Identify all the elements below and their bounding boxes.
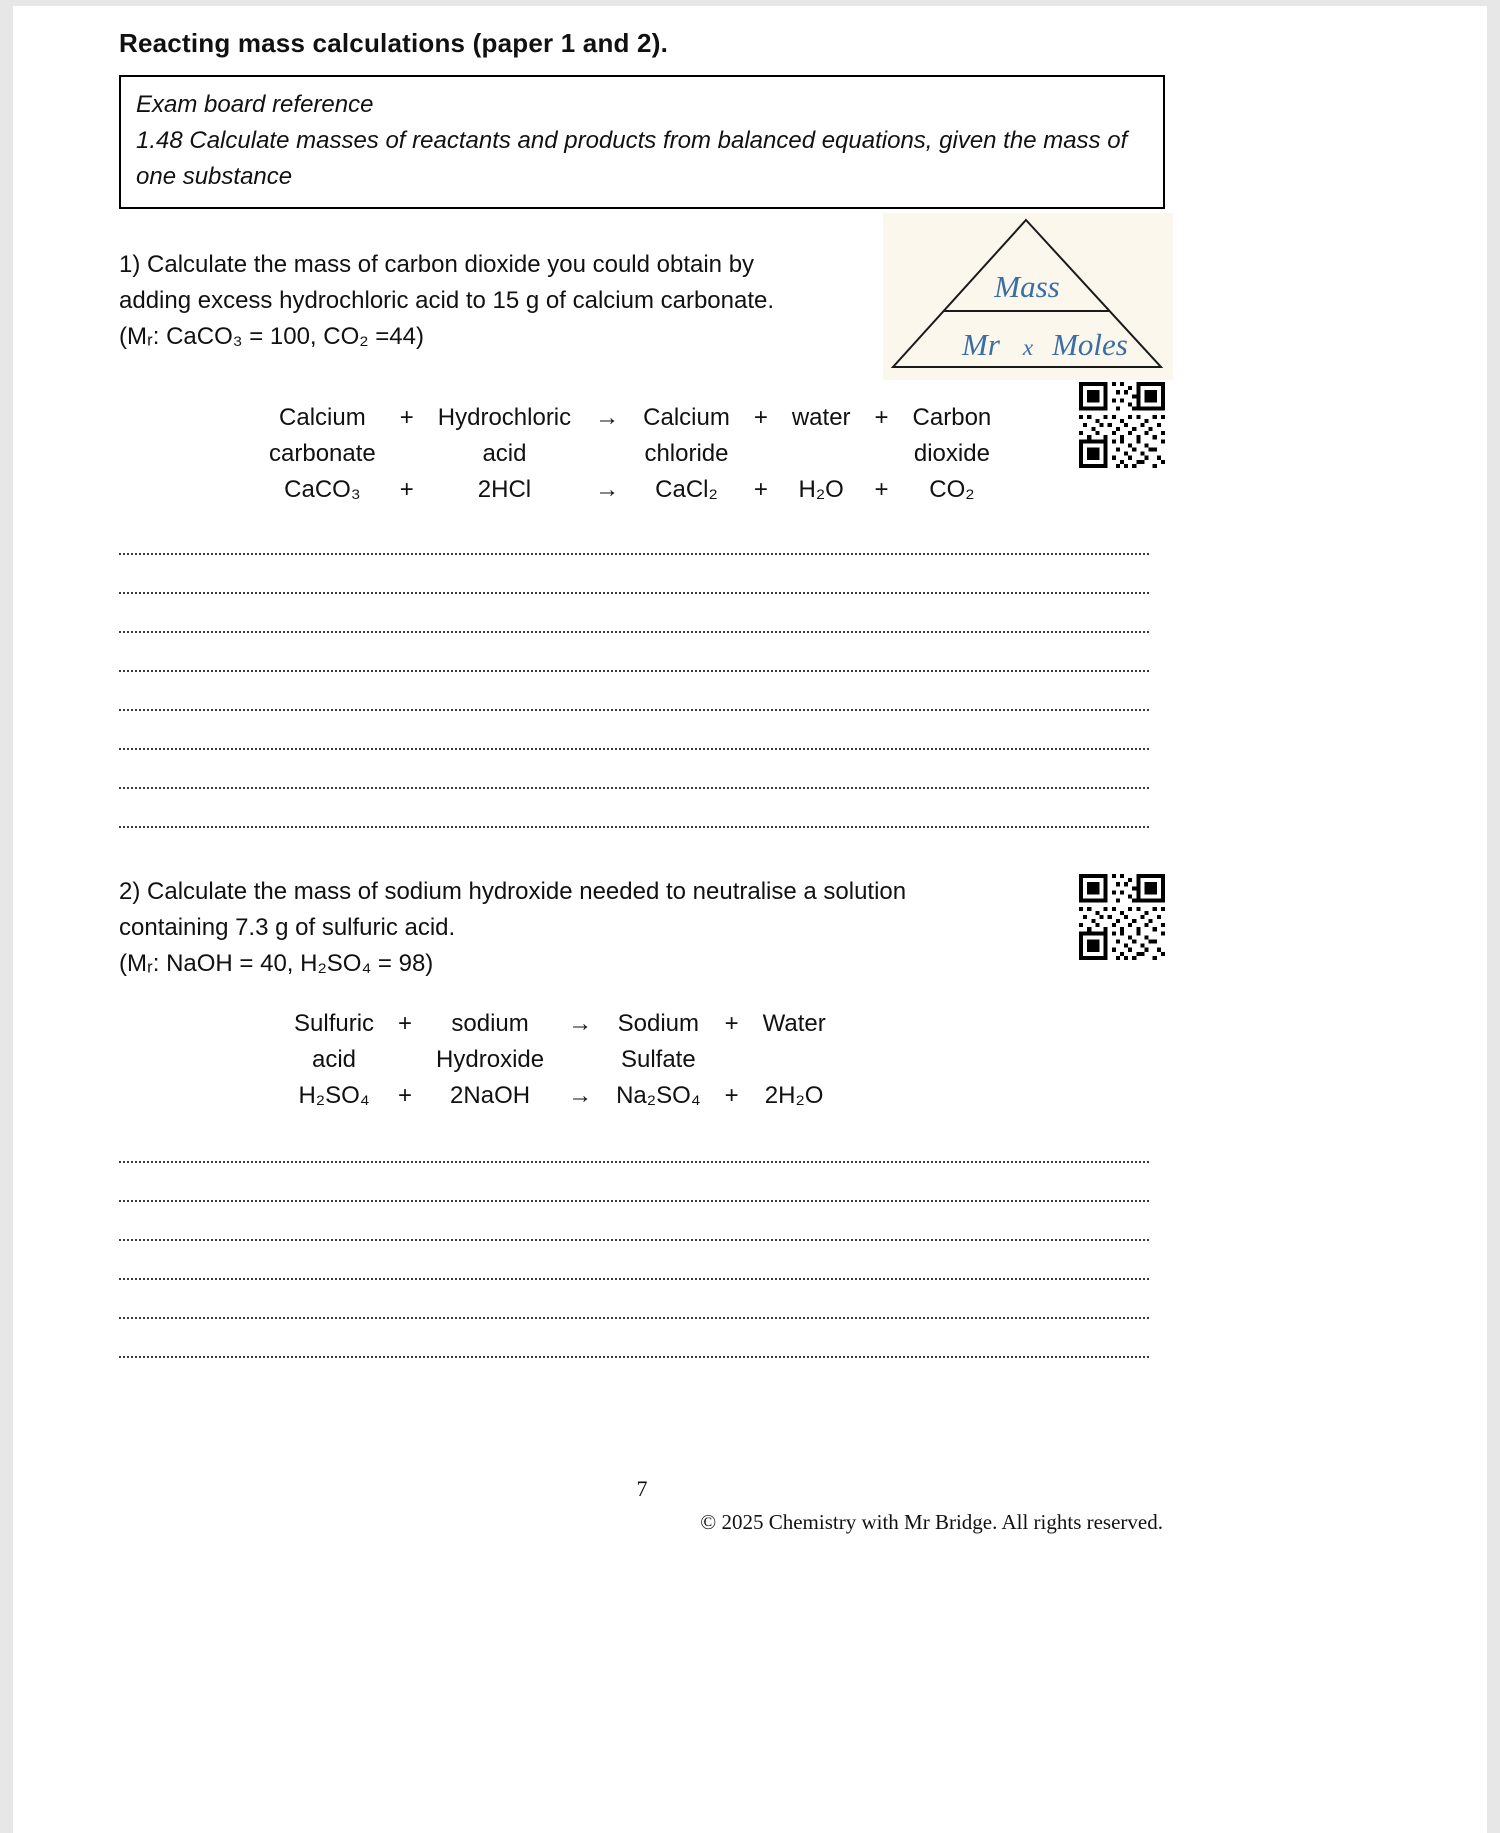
answer-line: [119, 1124, 1149, 1163]
equation-term: [913, 400, 992, 508]
page-number: 7: [636, 1476, 648, 1501]
equation-arrow: [595, 400, 619, 508]
term-formula: Na₂SO₄: [616, 1082, 701, 1109]
answer-line: [119, 555, 1149, 594]
word-equation-q1: [269, 400, 1165, 508]
page-title: Reacting mass calculations (paper 1 and 2).: [119, 28, 669, 58]
term-word-bottom: dioxide: [913, 440, 990, 467]
equation-operator: [398, 1006, 412, 1114]
term-word-top: Hydrochloric: [437, 404, 572, 431]
question-1-section: [119, 247, 1165, 380]
exam-reference-box: [119, 75, 1165, 209]
equation-term: [438, 400, 571, 508]
term-formula: CaCl₂: [655, 476, 718, 503]
equation-term: [269, 400, 376, 508]
answer-line: [119, 1163, 1149, 1202]
arrow-bottom: →: [595, 476, 620, 503]
question-2-text: [119, 874, 906, 982]
operator-top: +: [753, 404, 768, 431]
term-formula: 2H₂O: [764, 1082, 824, 1109]
term-word-top: Calcium: [643, 404, 730, 431]
equation-operator: [875, 400, 889, 508]
qr-code-icon: [1079, 874, 1165, 960]
answer-line: [119, 1241, 1149, 1280]
term-word-bottom: Sulfate: [620, 1046, 696, 1073]
answer-line: [119, 1280, 1149, 1319]
term-formula: 2HCl: [477, 476, 532, 503]
term-word-top: Calcium: [279, 404, 366, 431]
question-1-text: [119, 247, 883, 355]
answer-line: [119, 1319, 1149, 1358]
term-formula: CaCO₃: [284, 476, 361, 503]
qr-code-icon: [1079, 382, 1165, 468]
triangle-diagram: [887, 215, 1169, 373]
triangle-moles-label: Moles: [1052, 327, 1128, 362]
equation-term: [643, 400, 730, 508]
term-formula: H₂O: [798, 476, 844, 503]
operator-top: +: [398, 1010, 413, 1037]
operator-bottom: +: [753, 476, 768, 503]
answer-lines-q1: [119, 516, 1149, 828]
question-2-line2: containing 7.3 g of sulfuric acid.: [119, 914, 456, 941]
mass-mr-moles-triangle: [883, 213, 1173, 380]
answer-line: [119, 594, 1149, 633]
term-word-top: Sulfuric: [294, 1010, 375, 1037]
question-2-section: [119, 874, 1165, 982]
question-1-mr-values: (Mᵣ: CaCO₃ = 100, CO₂ =44): [119, 323, 424, 350]
operator-bottom: +: [874, 476, 889, 503]
term-word-top: Water: [762, 1010, 826, 1037]
triangle-multiply-sign: x: [1022, 335, 1034, 360]
equation-term: [792, 400, 851, 508]
term-formula: CO₂: [929, 476, 975, 503]
question-2-mr-values: (Mᵣ: NaOH = 40, H₂SO₄ = 98): [119, 950, 434, 977]
arrow-top: →: [568, 1010, 593, 1037]
term-word-bottom: acid: [482, 440, 527, 467]
equation-term: [436, 1006, 544, 1114]
term-word-top: Sodium: [617, 1010, 700, 1037]
copyright-footer: © 2025 Chemistry with Mr Bridge. All rights reserved.: [700, 1510, 1163, 1534]
word-equation-q2: [294, 1006, 1165, 1114]
term-word-bottom: Hydroxide: [436, 1046, 545, 1073]
answer-line: [119, 672, 1149, 711]
answer-line: [119, 789, 1149, 828]
answer-line: [119, 633, 1149, 672]
operator-top: +: [874, 404, 889, 431]
operator-bottom: +: [398, 1082, 413, 1109]
equation-section-q1: [119, 400, 1165, 508]
worksheet-content: [119, 28, 1165, 1535]
question-1-line1: 1) Calculate the mass of carbon dioxide you could obtain by: [119, 251, 755, 278]
equation-term: [763, 1006, 826, 1114]
answer-line: [119, 516, 1149, 555]
term-word-bottom: acid: [312, 1046, 357, 1073]
answer-line: [119, 711, 1149, 750]
operator-top: +: [399, 404, 414, 431]
question-1-line2: adding excess hydrochloric acid to 15 g of calcium carbonate.: [119, 287, 775, 314]
equation-term: [294, 1006, 374, 1114]
equation-operator: [754, 400, 768, 508]
term-formula: 2NaOH: [450, 1082, 531, 1109]
equation-operator: [725, 1006, 739, 1114]
term-word-top: sodium: [451, 1010, 529, 1037]
operator-bottom: +: [399, 476, 414, 503]
term-word-bottom: chloride: [644, 440, 729, 467]
triangle-mr-label: Mr: [962, 327, 1000, 362]
term-word-top: Carbon: [912, 404, 992, 431]
arrow-top: →: [595, 404, 620, 431]
operator-top: +: [724, 1010, 739, 1037]
equation-operator: [400, 400, 414, 508]
term-formula: H₂SO₄: [298, 1082, 370, 1109]
answer-lines-q2: [119, 1124, 1149, 1358]
answer-line: [119, 1202, 1149, 1241]
worksheet-page: [13, 6, 1487, 1833]
term-word-bottom: carbonate: [269, 440, 376, 467]
triangle-mass-label: Mass: [994, 269, 1060, 304]
equation-arrow: [568, 1006, 592, 1114]
equation-term: [616, 1006, 700, 1114]
operator-bottom: +: [724, 1082, 739, 1109]
term-word-top: water: [791, 404, 851, 431]
answer-line: [119, 750, 1149, 789]
arrow-bottom: →: [568, 1082, 593, 1109]
exam-reference-text: 1.48 Calculate masses of reactants and products from balanced equations, given the mass of one substance: [136, 127, 1128, 190]
question-2-line1: 2) Calculate the mass of sodium hydroxide needed to neutralise a solution: [119, 878, 907, 905]
exam-reference-heading: Exam board reference: [136, 91, 374, 118]
